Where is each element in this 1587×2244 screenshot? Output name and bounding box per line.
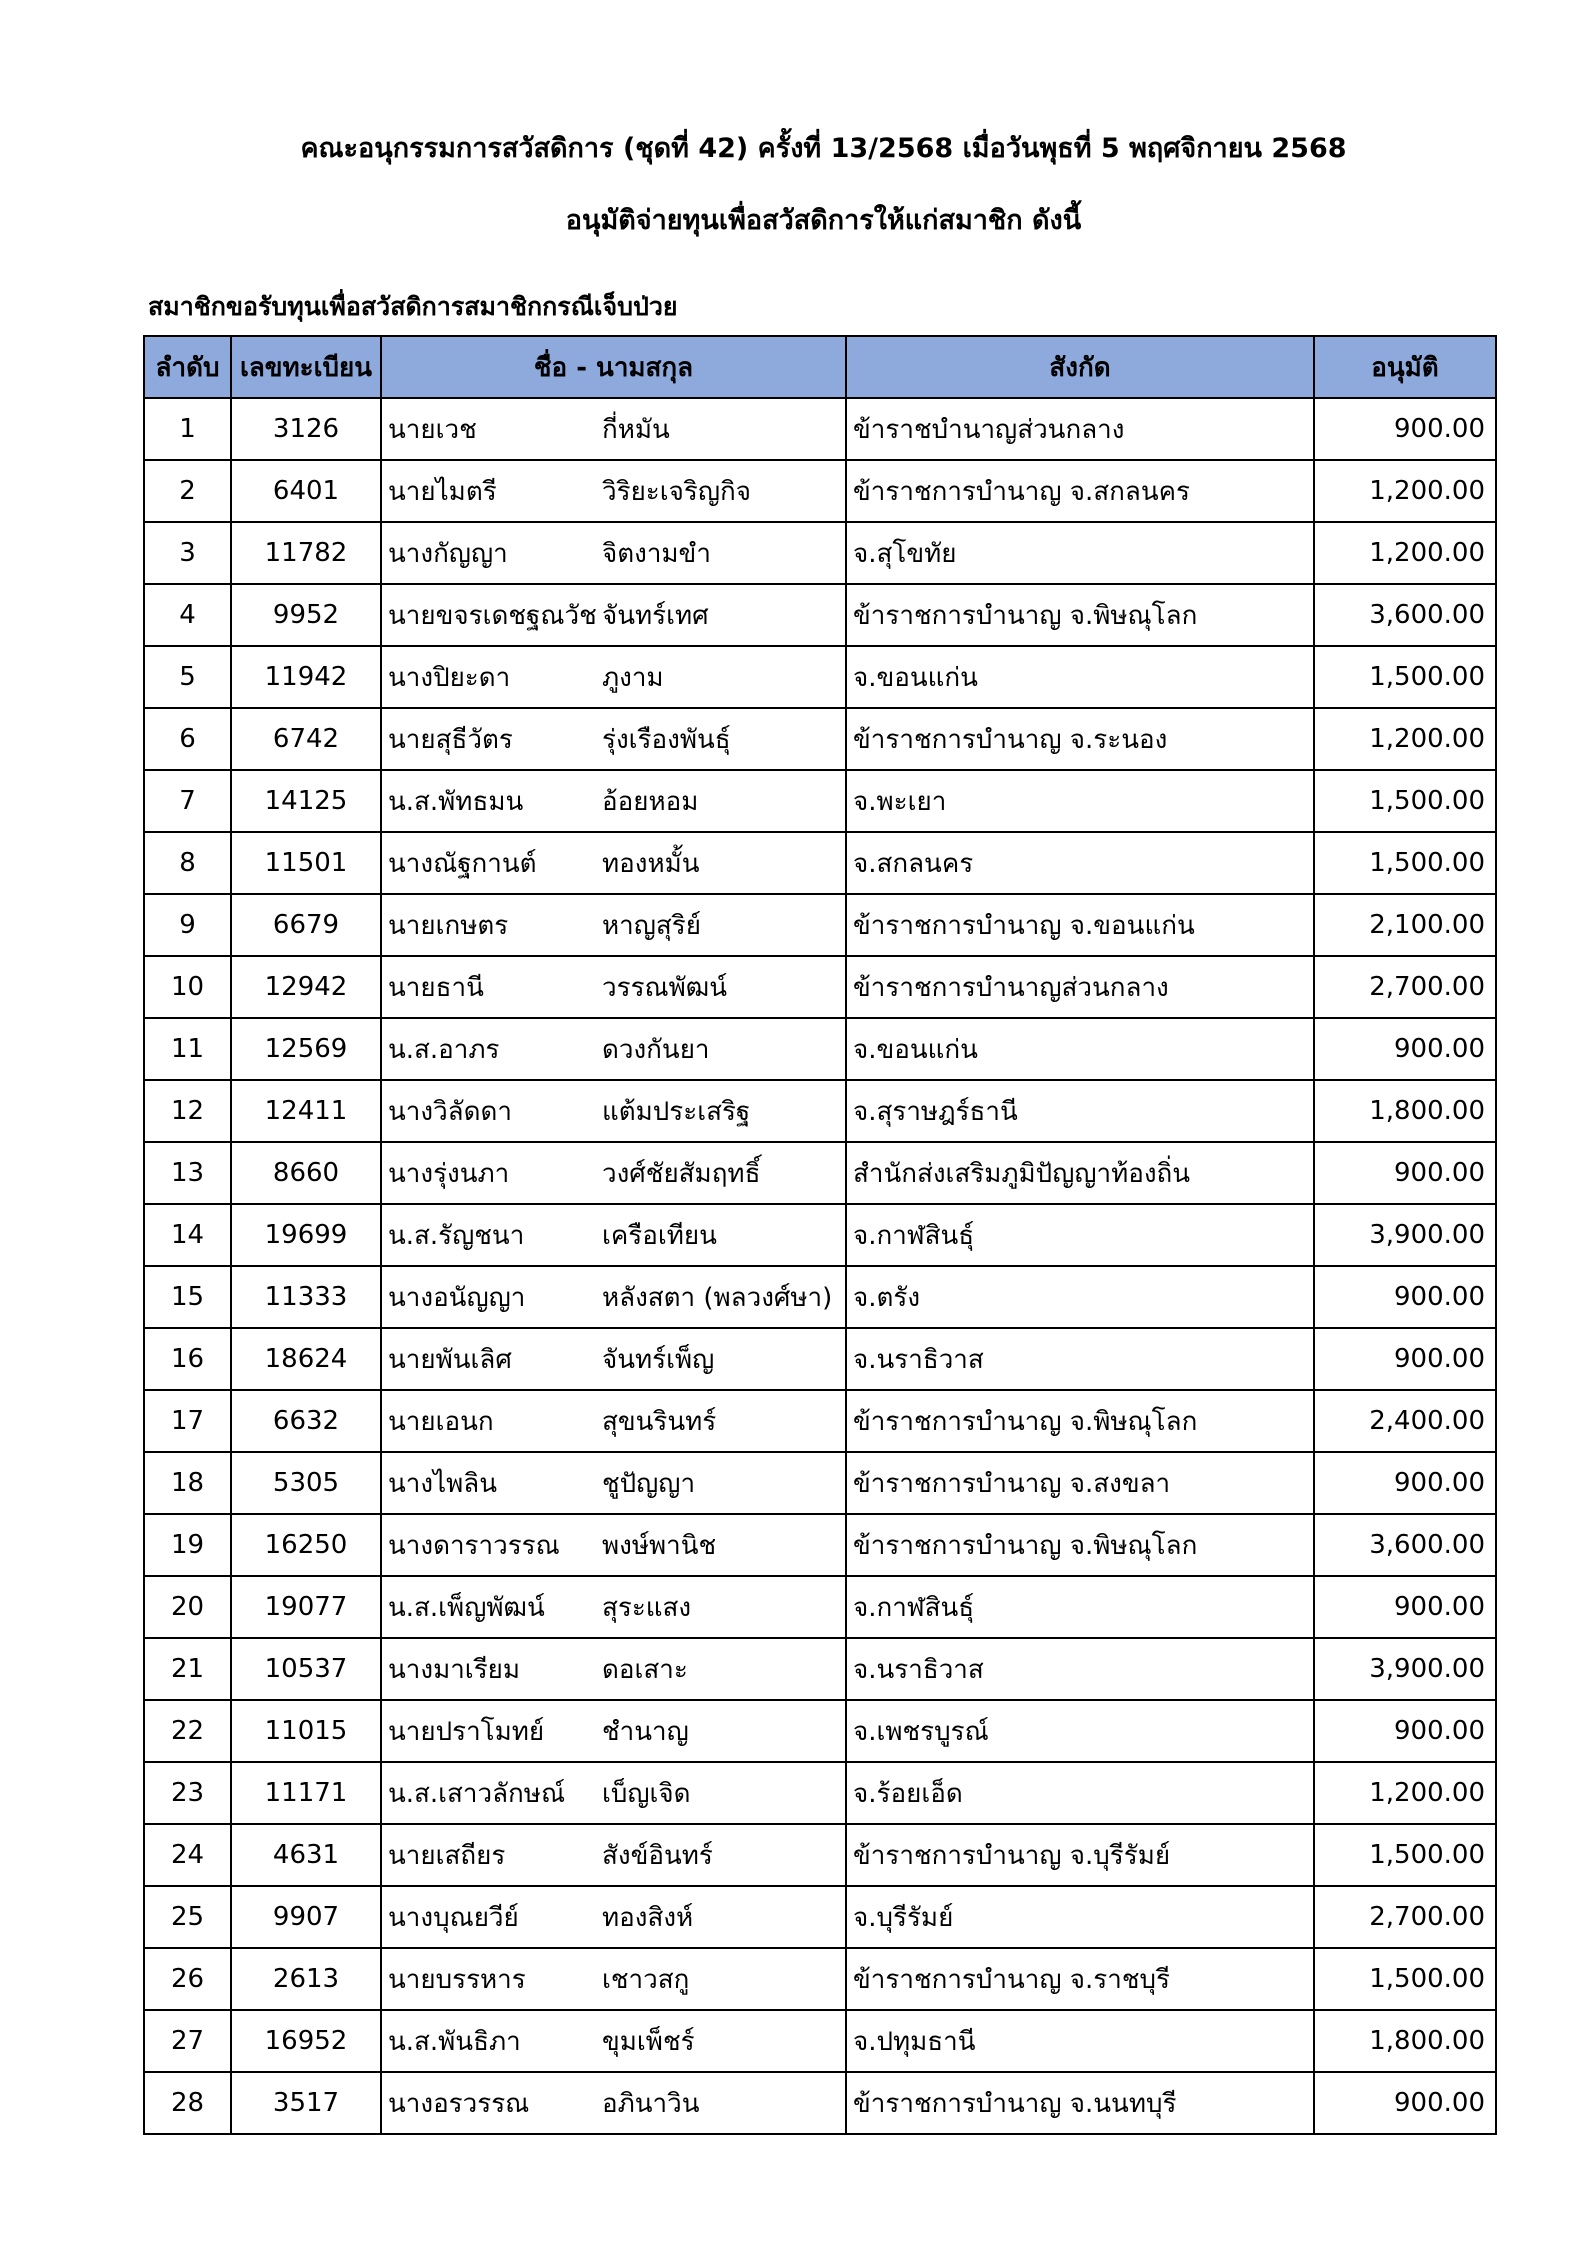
registration-number: 9952 [231, 584, 381, 646]
member-name [381, 1886, 846, 1948]
row-number: 2 [144, 460, 231, 522]
member-name [381, 1700, 846, 1762]
affiliation: ข้าราชการบำนาญ จ.พิษณุโลก [846, 584, 1314, 646]
section-heading: สมาชิกขอรับทุนเพื่อสวัสดิการสมาชิกกรณีเจ็บป่วย [148, 292, 678, 321]
row-number: 10 [144, 956, 231, 1018]
last-name: สุระแสง [602, 1592, 692, 1623]
approved-amount: 900.00 [1314, 1142, 1496, 1204]
table-row [144, 1576, 1496, 1638]
approval-table [143, 335, 1497, 2135]
column-header-name: ชื่อ - นามสกุล [381, 336, 846, 398]
last-name: แต้มประเสริฐ [602, 1096, 751, 1127]
row-number: 13 [144, 1142, 231, 1204]
table-row [144, 1886, 1496, 1948]
affiliation: ข้าราชการบำนาญ จ.พิษณุโลก [846, 1390, 1314, 1452]
row-number: 21 [144, 1638, 231, 1700]
approved-amount: 900.00 [1314, 398, 1496, 460]
first-name: น.ส.เสาวลักษณ์ [388, 1778, 566, 1809]
approved-amount: 1,500.00 [1314, 770, 1496, 832]
affiliation: จ.บุรีรัมย์ [846, 1886, 1314, 1948]
registration-number: 10537 [231, 1638, 381, 1700]
approved-amount: 2,400.00 [1314, 1390, 1496, 1452]
last-name: ทองสิงห์ [602, 1902, 694, 1933]
row-number: 27 [144, 2010, 231, 2072]
last-name: ดวงกันยา [602, 1034, 710, 1065]
approved-amount: 900.00 [1314, 1700, 1496, 1762]
first-name: นายขจรเดชฐณวัช [388, 600, 597, 631]
row-number: 19 [144, 1514, 231, 1576]
affiliation: สำนักส่งเสริมภูมิปัญญาท้องถิ่น [846, 1142, 1314, 1204]
member-name [381, 1576, 846, 1638]
approved-amount: 3,600.00 [1314, 584, 1496, 646]
member-name [381, 1762, 846, 1824]
registration-number: 12411 [231, 1080, 381, 1142]
member-name [381, 1638, 846, 1700]
member-name [381, 1824, 846, 1886]
registration-number: 8660 [231, 1142, 381, 1204]
row-number: 17 [144, 1390, 231, 1452]
row-number: 18 [144, 1452, 231, 1514]
registration-number: 18624 [231, 1328, 381, 1390]
row-number: 6 [144, 708, 231, 770]
first-name: น.ส.พันธิภา [388, 2026, 521, 2057]
last-name: อภินาวิน [602, 2088, 700, 2119]
member-name [381, 2010, 846, 2072]
registration-number: 14125 [231, 770, 381, 832]
document-title: คณะอนุกรรมการสวัสดิการ (ชุดที่ 42) ครั้งที่ 13/2568 เมื่อวันพุธที่ 5 พฤศจิกายน 2568 [300, 133, 1347, 164]
member-name [381, 1948, 846, 2010]
first-name: นายพันเลิศ [388, 1344, 512, 1375]
table-row [144, 1452, 1496, 1514]
last-name: ภูงาม [602, 662, 664, 693]
table-row [144, 1266, 1496, 1328]
member-name [381, 1452, 846, 1514]
table-row [144, 398, 1496, 460]
member-name [381, 522, 846, 584]
last-name: สังข์อินทร์ [602, 1840, 713, 1871]
table-row [144, 1638, 1496, 1700]
first-name: นายเกษตร [388, 910, 509, 941]
affiliation: จ.นราธิวาส [846, 1328, 1314, 1390]
registration-number: 16952 [231, 2010, 381, 2072]
affiliation: จ.สกลนคร [846, 832, 1314, 894]
affiliation: ข้าราชการบำนาญ จ.นนทบุรี [846, 2072, 1314, 2134]
affiliation: ข้าราชการบำนาญ จ.พิษณุโลก [846, 1514, 1314, 1576]
table-row [144, 1142, 1496, 1204]
first-name: นายเสถียร [388, 1840, 506, 1871]
last-name: พงษ์พานิช [602, 1530, 717, 1561]
last-name: ชูปัญญา [602, 1468, 696, 1499]
row-number: 20 [144, 1576, 231, 1638]
first-name: นายบรรหาร [388, 1964, 526, 1995]
last-name: ทองหมั้น [602, 848, 700, 879]
member-name [381, 646, 846, 708]
table-row [144, 1204, 1496, 1266]
first-name: นายธานี [388, 972, 484, 1003]
member-name [381, 1514, 846, 1576]
member-name [381, 832, 846, 894]
affiliation: ข้าราชบำนาญส่วนกลาง [846, 398, 1314, 460]
first-name: น.ส.พัทธมน [388, 786, 524, 817]
affiliation: จ.สุโขทัย [846, 522, 1314, 584]
affiliation: จ.ขอนแก่น [846, 646, 1314, 708]
last-name: สุขนรินทร์ [602, 1406, 717, 1437]
column-header-approved: อนุมัติ [1314, 336, 1496, 398]
member-name [381, 398, 846, 460]
row-number: 22 [144, 1700, 231, 1762]
first-name: นางปิยะดา [388, 662, 511, 693]
approved-amount: 1,500.00 [1314, 832, 1496, 894]
affiliation: จ.พะเยา [846, 770, 1314, 832]
last-name: กี่หมัน [602, 414, 670, 445]
member-name [381, 1018, 846, 1080]
affiliation: ข้าราชการบำนาญส่วนกลาง [846, 956, 1314, 1018]
member-name [381, 1266, 846, 1328]
approved-amount: 1,200.00 [1314, 708, 1496, 770]
first-name: น.ส.เพ็ญพัฒน์ [388, 1592, 545, 1623]
table-row [144, 1948, 1496, 2010]
row-number: 14 [144, 1204, 231, 1266]
affiliation: ข้าราชการบำนาญ จ.บุรีรัมย์ [846, 1824, 1314, 1886]
table-row [144, 956, 1496, 1018]
last-name: วงศ์ชัยสัมฤทธิ์ [602, 1158, 761, 1189]
member-name [381, 1204, 846, 1266]
table-row [144, 1328, 1496, 1390]
affiliation: ข้าราชการบำนาญ จ.สงขลา [846, 1452, 1314, 1514]
table-row [144, 646, 1496, 708]
registration-number: 12569 [231, 1018, 381, 1080]
table-row [144, 1018, 1496, 1080]
last-name: จิตงามขำ [602, 538, 711, 569]
approved-amount: 1,500.00 [1314, 646, 1496, 708]
approved-amount: 1,800.00 [1314, 1080, 1496, 1142]
table-row [144, 1390, 1496, 1452]
approved-amount: 1,200.00 [1314, 1762, 1496, 1824]
table-row [144, 2010, 1496, 2072]
row-number: 7 [144, 770, 231, 832]
row-number: 28 [144, 2072, 231, 2134]
affiliation: จ.ปทุมธานี [846, 2010, 1314, 2072]
approved-amount: 900.00 [1314, 1452, 1496, 1514]
registration-number: 3126 [231, 398, 381, 460]
row-number: 24 [144, 1824, 231, 1886]
last-name: ชำนาญ [602, 1716, 689, 1747]
approved-amount: 2,100.00 [1314, 894, 1496, 956]
row-number: 16 [144, 1328, 231, 1390]
table-row [144, 770, 1496, 832]
last-name: หลังสตา (พลวงศ์ษา) [602, 1282, 833, 1313]
first-name: นางอนัญญา [388, 1282, 526, 1313]
column-header-affiliation: สังกัด [846, 336, 1314, 398]
table-row [144, 832, 1496, 894]
registration-number: 6679 [231, 894, 381, 956]
member-name [381, 1080, 846, 1142]
member-name [381, 1390, 846, 1452]
last-name: เครือเทียน [602, 1220, 717, 1251]
affiliation: จ.กาฬสินธุ์ [846, 1576, 1314, 1638]
registration-number: 4631 [231, 1824, 381, 1886]
row-number: 4 [144, 584, 231, 646]
row-number: 5 [144, 646, 231, 708]
registration-number: 9907 [231, 1886, 381, 1948]
affiliation: จ.ขอนแก่น [846, 1018, 1314, 1080]
last-name: เบ็ญเจิด [602, 1778, 691, 1809]
table-row [144, 1824, 1496, 1886]
first-name: นางกัญญา [388, 538, 508, 569]
row-number: 11 [144, 1018, 231, 1080]
affiliation: จ.นราธิวาส [846, 1638, 1314, 1700]
approved-amount: 2,700.00 [1314, 1886, 1496, 1948]
member-name [381, 1142, 846, 1204]
affiliation: จ.เพชรบูรณ์ [846, 1700, 1314, 1762]
registration-number: 5305 [231, 1452, 381, 1514]
first-name: นางรุ่งนภา [388, 1158, 510, 1189]
first-name: นางมาเรียม [388, 1654, 521, 1685]
last-name: จันทร์เพ็ญ [602, 1344, 715, 1375]
member-name [381, 894, 846, 956]
table-row [144, 1080, 1496, 1142]
member-name [381, 460, 846, 522]
table-row [144, 1762, 1496, 1824]
table-row [144, 708, 1496, 770]
table-row [144, 1700, 1496, 1762]
row-number: 3 [144, 522, 231, 584]
first-name: น.ส.อาภร [388, 1034, 500, 1065]
row-number: 8 [144, 832, 231, 894]
registration-number: 11333 [231, 1266, 381, 1328]
registration-number: 11782 [231, 522, 381, 584]
registration-number: 11171 [231, 1762, 381, 1824]
first-name: นายเอนก [388, 1406, 494, 1437]
first-name: นางณัฐกานต์ [388, 848, 537, 879]
approved-amount: 2,700.00 [1314, 956, 1496, 1018]
row-number: 9 [144, 894, 231, 956]
registration-number: 3517 [231, 2072, 381, 2134]
table-header-row [144, 336, 1496, 398]
registration-number: 11942 [231, 646, 381, 708]
registration-number: 19699 [231, 1204, 381, 1266]
approved-amount: 900.00 [1314, 1266, 1496, 1328]
table-row [144, 1514, 1496, 1576]
table-row [144, 522, 1496, 584]
affiliation: ข้าราชการบำนาญ จ.ราชบุรี [846, 1948, 1314, 2010]
first-name: นายไมตรี [388, 476, 497, 507]
approved-amount: 900.00 [1314, 1328, 1496, 1390]
table-row [144, 584, 1496, 646]
member-name [381, 770, 846, 832]
registration-number: 6401 [231, 460, 381, 522]
row-number: 15 [144, 1266, 231, 1328]
document-subtitle: อนุมัติจ่ายทุนเพื่อสวัสดิการให้แก่สมาชิก ดังนี้ [565, 205, 1082, 236]
approved-amount: 900.00 [1314, 1018, 1496, 1080]
member-name [381, 2072, 846, 2134]
first-name: น.ส.รัญชนา [388, 1220, 525, 1251]
last-name: รุ่งเรืองพันธุ์ [602, 724, 731, 755]
approved-amount: 1,200.00 [1314, 522, 1496, 584]
table-row [144, 2072, 1496, 2134]
last-name: อ้อยหอม [602, 786, 699, 817]
member-name [381, 584, 846, 646]
affiliation: ข้าราชการบำนาญ จ.ขอนแก่น [846, 894, 1314, 956]
approved-amount: 900.00 [1314, 2072, 1496, 2134]
approved-amount: 1,500.00 [1314, 1824, 1496, 1886]
approved-amount: 900.00 [1314, 1576, 1496, 1638]
last-name: ดอเสาะ [602, 1654, 688, 1685]
affiliation: จ.สุราษฎร์ธานี [846, 1080, 1314, 1142]
approved-amount: 3,600.00 [1314, 1514, 1496, 1576]
registration-number: 12942 [231, 956, 381, 1018]
first-name: นายเวช [388, 414, 477, 445]
approved-amount: 1,500.00 [1314, 1948, 1496, 2010]
member-name [381, 1328, 846, 1390]
first-name: นายสุธีวัตร [388, 724, 513, 755]
affiliation: ข้าราชการบำนาญ จ.ระนอง [846, 708, 1314, 770]
first-name: นายปราโมทย์ [388, 1716, 545, 1747]
table-body [144, 398, 1496, 2134]
last-name: เชาวสกู [602, 1964, 690, 1995]
first-name: นางดาราวรรณ [388, 1530, 560, 1561]
affiliation: จ.กาฬสินธุ์ [846, 1204, 1314, 1266]
first-name: นางบุณยวีย์ [388, 1902, 519, 1933]
registration-number: 11015 [231, 1700, 381, 1762]
last-name: ขุมเพ็ชร์ [602, 2026, 695, 2057]
column-header-no: ลำดับ [144, 336, 231, 398]
member-name [381, 708, 846, 770]
row-number: 25 [144, 1886, 231, 1948]
registration-number: 2613 [231, 1948, 381, 2010]
row-number: 1 [144, 398, 231, 460]
row-number: 26 [144, 1948, 231, 2010]
affiliation: ข้าราชการบำนาญ จ.สกลนคร [846, 460, 1314, 522]
approved-amount: 1,800.00 [1314, 2010, 1496, 2072]
approved-amount: 3,900.00 [1314, 1638, 1496, 1700]
affiliation: จ.ตรัง [846, 1266, 1314, 1328]
registration-number: 6632 [231, 1390, 381, 1452]
first-name: นางวิลัดดา [388, 1096, 512, 1127]
registration-number: 11501 [231, 832, 381, 894]
row-number: 23 [144, 1762, 231, 1824]
registration-number: 16250 [231, 1514, 381, 1576]
approved-amount: 1,200.00 [1314, 460, 1496, 522]
registration-number: 19077 [231, 1576, 381, 1638]
last-name: วรรณพัฒน์ [602, 972, 728, 1003]
registration-number: 6742 [231, 708, 381, 770]
last-name: วิริยะเจริญกิจ [602, 476, 751, 507]
member-name [381, 956, 846, 1018]
last-name: หาญสุริย์ [602, 910, 701, 941]
first-name: นางไพลิน [388, 1468, 497, 1499]
row-number: 12 [144, 1080, 231, 1142]
first-name: นางอรวรรณ [388, 2088, 530, 2119]
approved-amount: 3,900.00 [1314, 1204, 1496, 1266]
table-row [144, 460, 1496, 522]
last-name: จันทร์เทศ [602, 600, 709, 631]
affiliation: จ.ร้อยเอ็ด [846, 1762, 1314, 1824]
column-header-reg: เลขทะเบียน [231, 336, 381, 398]
table-row [144, 894, 1496, 956]
